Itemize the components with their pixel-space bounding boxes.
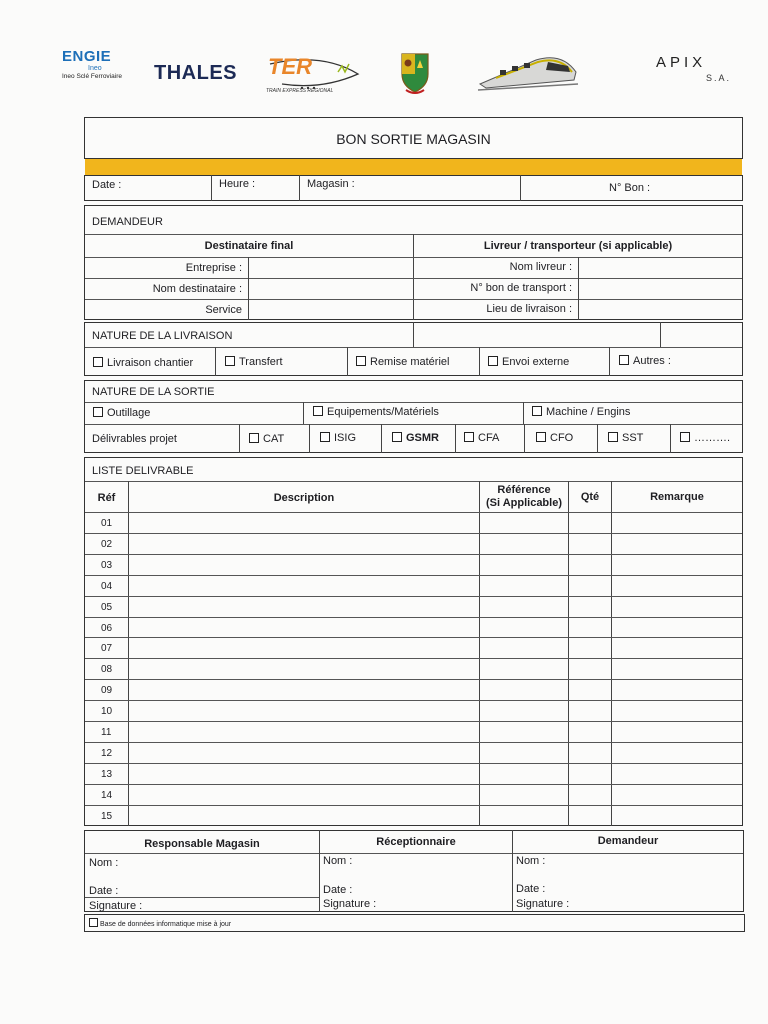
- row-ref: 10: [101, 706, 113, 717]
- checkbox-icon: [320, 432, 330, 442]
- checkbox-icon: [608, 432, 618, 442]
- table-row[interactable]: [85, 701, 742, 721]
- bon-transport-label: N° bon de transport :: [470, 282, 572, 294]
- nom-livreur-input[interactable]: [579, 258, 742, 278]
- responsable-date[interactable]: Date :: [89, 885, 119, 897]
- checkbox-icon: [93, 357, 103, 367]
- engie-sub2: Ineo Sclé Ferroviaire: [62, 73, 122, 80]
- apix-sub: S.A.: [706, 73, 732, 83]
- checkbox-icon: [680, 432, 690, 442]
- table-row[interactable]: [85, 638, 742, 658]
- checkbox-icon: [488, 356, 498, 366]
- lieu-livraison-input[interactable]: [579, 300, 742, 320]
- responsable-signature[interactable]: Signature :: [89, 900, 143, 912]
- remise-materiel-checkbox[interactable]: Remise matériel: [356, 356, 449, 368]
- bon-transport-input[interactable]: [579, 279, 742, 299]
- table-row[interactable]: [85, 576, 742, 596]
- engie-wordmark: ENGIE: [62, 48, 112, 65]
- col-description: Description: [273, 492, 335, 504]
- accent-band: [85, 159, 742, 175]
- row-ref: 11: [101, 727, 112, 738]
- autres-checkbox[interactable]: Autres :: [619, 355, 671, 367]
- nom-destinataire-label: Nom destinataire :: [152, 283, 242, 295]
- responsable-nom[interactable]: Nom :: [89, 857, 119, 869]
- apix-logo: [656, 54, 736, 90]
- table-row[interactable]: [85, 513, 742, 533]
- row-ref: 04: [101, 581, 113, 592]
- liste-heading: LISTE DELIVRABLE: [92, 465, 194, 477]
- table-row[interactable]: [85, 806, 742, 826]
- demandeur-heading: DEMANDEUR: [92, 216, 163, 228]
- row-ref: 14: [101, 790, 113, 801]
- livreur-title: Livreur / transporteur (si applicable): [483, 240, 673, 252]
- table-row[interactable]: [85, 659, 742, 679]
- cfa-checkbox[interactable]: CFA: [464, 432, 499, 444]
- sst-checkbox[interactable]: SST: [608, 432, 643, 444]
- engie-sub1: Ineo: [88, 65, 102, 72]
- col-qte: Qté: [580, 491, 600, 503]
- row-ref: 13: [101, 769, 113, 780]
- checkbox-icon: [356, 356, 366, 366]
- form-title: BON SORTIE MAGASIN: [336, 131, 491, 147]
- demandeur-nom[interactable]: Nom :: [516, 855, 546, 867]
- checkbox-icon: [93, 407, 103, 417]
- entreprise-label: Entreprise :: [185, 262, 242, 274]
- table-row[interactable]: [85, 680, 742, 700]
- table-row[interactable]: [85, 534, 742, 554]
- checkbox-icon: [619, 355, 629, 365]
- lieu-livraison-label: Lieu de livraison :: [486, 303, 572, 315]
- demandeur-date[interactable]: Date :: [516, 883, 546, 895]
- train-image-icon: [476, 44, 580, 92]
- checkbox-icon: [225, 356, 235, 366]
- checkbox-icon: [313, 406, 323, 416]
- date-field[interactable]: Date :: [92, 179, 122, 191]
- entreprise-input[interactable]: [249, 258, 413, 278]
- table-row[interactable]: [85, 743, 742, 763]
- bon-field[interactable]: N° Bon :: [609, 182, 651, 194]
- row-ref: 01: [101, 518, 113, 529]
- demandeur-signature[interactable]: Signature :: [516, 898, 570, 910]
- row-ref: 12: [101, 748, 113, 759]
- destinataire-title: Destinataire final: [204, 240, 294, 252]
- receptionnaire-nom[interactable]: Nom :: [323, 855, 353, 867]
- sig-col-responsable: Responsable Magasin: [144, 838, 260, 850]
- isig-checkbox[interactable]: ISIG: [320, 432, 356, 444]
- apix-wordmark: APIX: [656, 54, 707, 71]
- machine-engins-checkbox[interactable]: Machine / Engins: [532, 406, 630, 418]
- checkbox-icon: [89, 918, 98, 927]
- heure-field[interactable]: Heure :: [219, 178, 256, 190]
- nom-destinataire-input[interactable]: [249, 279, 413, 299]
- ter-logo: [262, 50, 366, 96]
- checkbox-icon: [464, 432, 474, 442]
- table-row[interactable]: [85, 722, 742, 742]
- engie-logo: [62, 48, 144, 90]
- table-row[interactable]: [85, 764, 742, 784]
- checkbox-icon: [392, 432, 402, 442]
- row-ref: 05: [101, 602, 113, 613]
- receptionnaire-signature[interactable]: Signature :: [323, 898, 377, 910]
- row-ref: 06: [101, 623, 113, 634]
- thales-logo: THALES: [154, 62, 237, 84]
- service-label: Service: [205, 304, 242, 316]
- row-ref: 03: [101, 560, 113, 571]
- envoi-externe-checkbox[interactable]: Envoi externe: [488, 356, 569, 368]
- ter-wordmark: TER: [268, 54, 312, 79]
- cat-checkbox[interactable]: CAT: [249, 433, 284, 445]
- service-input[interactable]: [249, 300, 413, 320]
- outillage-checkbox[interactable]: Outillage: [93, 407, 150, 419]
- table-row[interactable]: [85, 597, 742, 617]
- database-updated-checkbox[interactable]: Base de données informatique mise à jour: [89, 918, 231, 928]
- table-row[interactable]: [85, 555, 742, 575]
- nature-livraison-heading: NATURE DE LA LIVRAISON: [92, 330, 233, 342]
- checkbox-icon: [249, 433, 259, 443]
- row-ref: 09: [101, 685, 113, 696]
- senegal-coat-of-arms-icon: [398, 48, 432, 96]
- row-ref: 08: [101, 664, 113, 675]
- table-row[interactable]: [85, 618, 742, 638]
- checkbox-icon: [536, 432, 546, 442]
- sig-col-receptionnaire: Réceptionnaire: [376, 836, 456, 848]
- transfert-checkbox[interactable]: Transfert: [225, 356, 283, 368]
- magasin-field[interactable]: Magasin :: [307, 178, 355, 190]
- equipements-checkbox[interactable]: Equipements/Matériels: [313, 406, 439, 418]
- col-remarque: Remarque: [650, 491, 704, 503]
- delivrables-label: Délivrables projet: [92, 433, 177, 445]
- cfo-checkbox[interactable]: CFO: [536, 432, 573, 444]
- row-ref: 15: [101, 811, 113, 822]
- sig-col-demandeur: Demandeur: [597, 835, 659, 847]
- checkbox-icon: [532, 406, 542, 416]
- livraison-chantier-checkbox[interactable]: Livraison chantier: [93, 357, 193, 369]
- ter-sub: TRAIN EXPRESS REGIONAL: [266, 88, 334, 94]
- nature-sortie-heading: NATURE DE LA SORTIE: [92, 386, 215, 398]
- nom-livreur-label: Nom livreur :: [509, 261, 572, 273]
- receptionnaire-date[interactable]: Date :: [323, 884, 353, 896]
- table-row[interactable]: [85, 785, 742, 805]
- row-ref: 07: [101, 643, 113, 654]
- gsmr-checkbox[interactable]: GSMR: [392, 432, 439, 444]
- col-reference: Référence (Si Applicable): [486, 484, 562, 509]
- row-ref: 02: [101, 539, 113, 550]
- other-deliverable-checkbox[interactable]: ……….: [680, 432, 730, 444]
- col-ref: Réf: [97, 492, 116, 504]
